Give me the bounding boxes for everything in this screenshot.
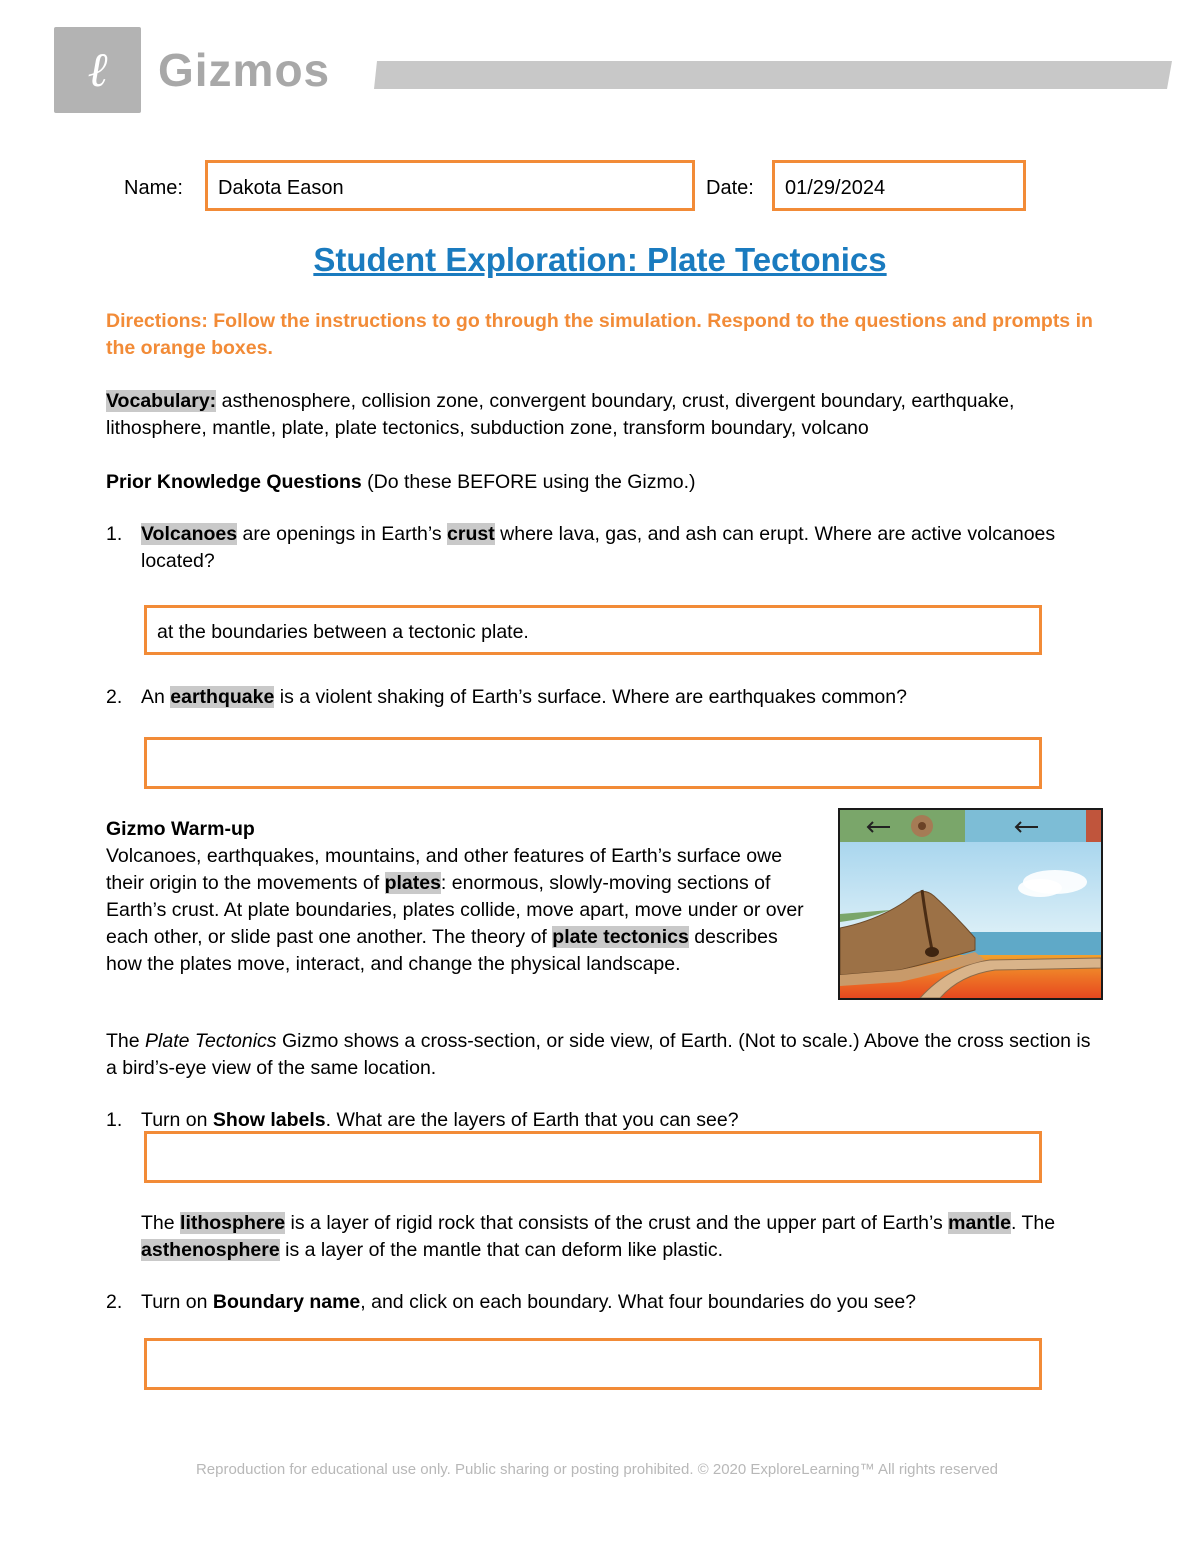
footer: Reproduction for educational use only. Public sharing or posting prohibited. © 2020 ExploreLearning™ All rights reserved (195, 1461, 999, 1478)
text-run: is a layer of the mantle that can deform like plastic. (279, 1239, 724, 1261)
date-field[interactable] (772, 160, 1026, 211)
cross-section-graphic (840, 810, 1101, 998)
text-run: is a violent shaking of Earth’s surface. Where are earthquakes common? (274, 686, 907, 708)
text-run: are openings in Earth’s (237, 523, 448, 545)
vocabulary (106, 388, 1096, 442)
control-name: Boundary name (212, 1291, 361, 1313)
header-bar (374, 61, 1172, 89)
term-highlight: crust (447, 523, 495, 545)
warmup-heading: Gizmo Warm-up (106, 818, 255, 840)
date-label: Date: (706, 177, 754, 199)
name-label: Name: (124, 177, 183, 199)
text-run: The (141, 1212, 181, 1234)
term-highlight: earthquake (170, 686, 275, 708)
text-run: . The (1010, 1212, 1056, 1234)
vocabulary-terms: asthenosphere, collision zone, convergent boundary, crust, divergent boundary, earthquake, lithosphere, mantle, plate, plate tectonics, subduction zone, transform boundary, volcano (106, 390, 1015, 439)
directions: Directions: Follow the instructions to go through the simulation. Respond to the questions and prompts in the orange boxes. (106, 310, 1093, 359)
question-text (141, 684, 1081, 711)
name-value: Dakota Eason (218, 177, 344, 199)
plate-tectonics-illustration (838, 808, 1103, 1000)
text-run: Volcanoes, earthquakes, mountains, and other features of Earth’s surface owe their origin to the movements of (106, 845, 783, 894)
volcano-crater (918, 822, 926, 830)
question-number: 1. (106, 523, 123, 545)
text-run: An (141, 686, 171, 708)
text-run: . What are the layers of Earth that you can see? (325, 1109, 739, 1131)
text-run: : enormous, slowly-moving sections of Earth’s crust. At plate boundaries, plates collide, move apart, move under or over each other, or slide past one another. The theory of (106, 872, 804, 948)
question-number: 1. (106, 1109, 123, 1131)
date-value: 01/29/2024 (785, 177, 886, 199)
answer-box[interactable] (144, 737, 1042, 789)
answer-box[interactable] (144, 1131, 1042, 1183)
gizmo-description (106, 1028, 1096, 1082)
answer-box[interactable] (144, 605, 1042, 655)
term-highlight: plates (384, 872, 441, 894)
birds-eye-land (840, 810, 965, 842)
text-run: where lava, gas, and ash can erupt. Where are active volcanoes located? (141, 523, 1056, 572)
answer-box[interactable] (144, 1338, 1042, 1390)
name-field[interactable] (205, 160, 695, 211)
term-highlight: Volcanoes (141, 523, 238, 545)
text-run: describes how the plates move, interact, and change the physical landscape. (106, 926, 778, 975)
text-run: Turn on (141, 1291, 213, 1313)
gizmo-name: Plate Tectonics (145, 1030, 277, 1052)
answer-text: at the boundaries between a tectonic plate. (157, 621, 529, 643)
prior-knowledge-heading (106, 469, 1096, 496)
question-number: 2. (106, 686, 123, 708)
warmup-paragraph (106, 843, 818, 978)
vocabulary-label: Vocabulary: (106, 390, 217, 412)
term-highlight: asthenosphere (141, 1239, 280, 1261)
term-highlight: lithosphere (180, 1212, 286, 1234)
term-highlight: mantle (948, 1212, 1011, 1234)
magma-chamber (925, 947, 939, 957)
term-highlight: plate tectonics (552, 926, 689, 948)
logo-mark-glyph: ℓ (87, 42, 108, 98)
question-text (141, 1289, 1081, 1316)
text-run: Gizmo shows a cross-section, or side view, of Earth. (Not to scale.) Above the cross section is a bird’s-eye view of the same location. (106, 1030, 1091, 1079)
layer-note (141, 1210, 1081, 1264)
prior-knowledge-note: (Do these BEFORE using the Gizmo.) (361, 471, 696, 493)
cloud (1018, 879, 1062, 897)
control-name: Show labels (212, 1109, 326, 1131)
question-text (141, 1107, 1081, 1134)
text-run: , and click on each boundary. What four boundaries do you see? (360, 1291, 917, 1313)
birds-eye-trench (1086, 810, 1101, 842)
gizmos-logo-mark (54, 27, 141, 113)
text-run: The (106, 1030, 146, 1052)
text-run: Turn on (141, 1109, 213, 1131)
page-title: Student Exploration: Plate Tectonics (313, 241, 887, 278)
gizmos-logo-text: Gizmos (158, 44, 331, 96)
prior-knowledge-title: Prior Knowledge Questions (106, 471, 362, 493)
question-text (141, 521, 1081, 575)
text-run: is a layer of rigid rock that consists of the crust and the upper part of Earth’s (285, 1212, 949, 1234)
question-number: 2. (106, 1291, 123, 1313)
